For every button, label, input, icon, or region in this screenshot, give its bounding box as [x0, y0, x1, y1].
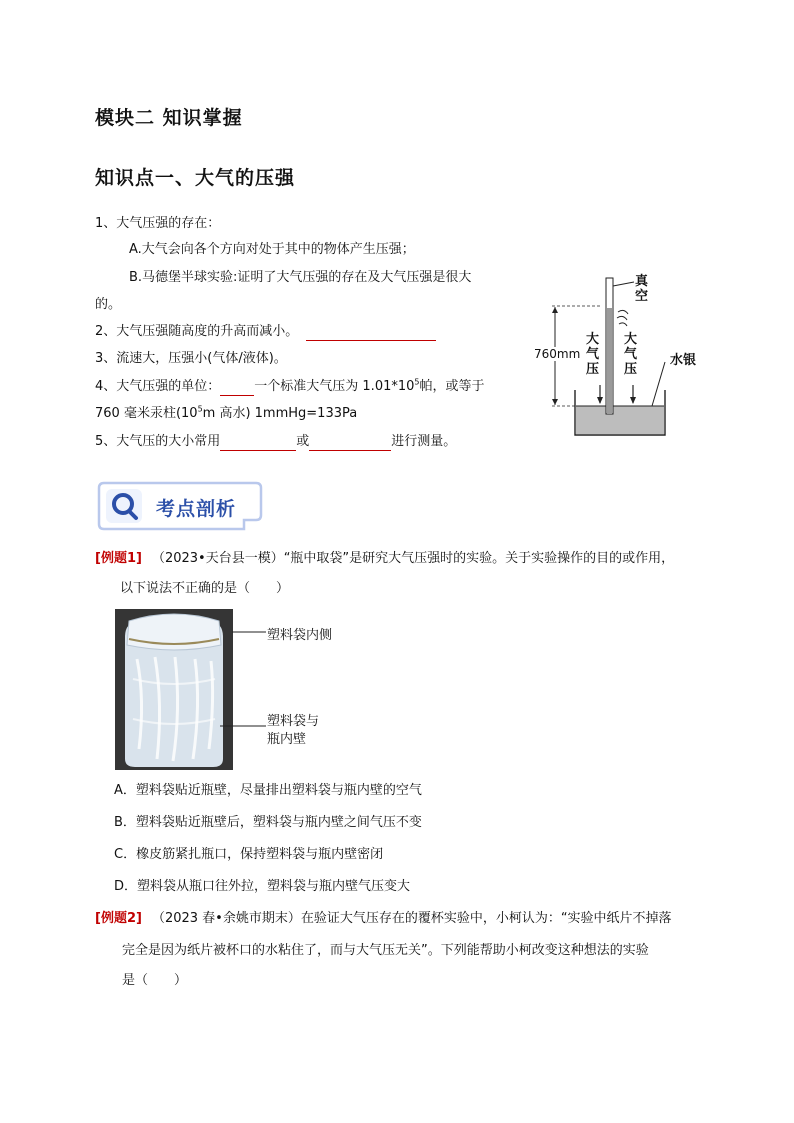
height-label: 760mm [534, 347, 581, 361]
jar-photo [115, 609, 233, 770]
knowledge-item-5-prefix: 5、大气压的大小常用 [95, 434, 221, 449]
knowledge-item-4-line2-b: m 高水) 1mmHg=133Pa [202, 406, 358, 421]
jar-label-bag-wall-1: 塑料袋与 [267, 714, 320, 729]
exponent: 5 [414, 377, 420, 387]
example1-stem-2: 以下说法不正确的是（ ） [120, 581, 290, 596]
example1-option-b: B．塑料袋贴近瓶壁后，塑料袋与瓶内壁之间气压不变 [114, 815, 422, 830]
vacuum-label: 真空 [635, 274, 649, 304]
badge-text: 考点剖析 [156, 498, 237, 520]
knowledge-item-4-line2 [95, 405, 357, 423]
example2-label: [例题2] [95, 911, 142, 926]
knowledge-item-1a: A.大气会向各个方向对处于其中的物体产生压强； [129, 242, 415, 257]
mercury-label: 水银 [670, 353, 697, 368]
fill-blank [309, 436, 391, 451]
jar-label-bag-wall-2: 瓶内壁 [267, 732, 307, 747]
knowledge-item-5 [95, 433, 456, 451]
knowledge-item-2 [95, 323, 436, 341]
example2-stem-3: 是（ ） [122, 973, 188, 988]
jar-label-leaders [220, 620, 270, 740]
knowledge-item-4-line2-a: 760 毫米汞柱(10 [95, 406, 198, 421]
knowledge-item-5-mid: 或 [296, 434, 310, 449]
pressure-label-left: 大气压 [586, 332, 600, 377]
section-title: 知识点一、大气的压强 [95, 167, 296, 189]
knowledge-item-4 [95, 378, 485, 396]
knowledge-item-3: 3、流速大，压强小(气体/液体)。 [95, 351, 287, 366]
knowledge-item-1-title: 1、大气压强的存在： [95, 216, 221, 231]
knowledge-item-5-suffix: 进行测量。 [391, 434, 457, 449]
example2-line1 [95, 910, 672, 928]
knowledge-item-2-text: 2、大气压强随高度的升高而减小。 [95, 324, 299, 339]
example1-stem-1: （2023•天台县一模）“瓶中取袋”是研究大气压强时的实验。关于实验操作的目的或作用， [151, 551, 675, 566]
knowledge-item-1b-cont: 的。 [95, 297, 122, 312]
fill-blank [220, 436, 296, 451]
exponent: 5 [197, 404, 203, 414]
example2-stem-1: （2023 春•余姚市期末）在验证大气压存在的覆杯实验中，小柯认为：“实验中纸片不掉落 [151, 911, 672, 926]
jar-label-inner-side: 塑料袋内侧 [267, 628, 333, 643]
pressure-label-right: 大气压 [624, 332, 638, 377]
jar-label-bag-wall [267, 713, 319, 749]
knowledge-item-4-suffix: 帕，或等于 [419, 379, 485, 394]
fill-blank [220, 381, 254, 396]
knowledge-item-1b: B.马德堡半球实验:证明了大气压强的存在及大气压强是很大 [129, 270, 472, 285]
module-title: 模块二 知识掌握 [95, 107, 243, 129]
example1-option-a: A．塑料袋贴近瓶壁，尽量排出塑料袋与瓶内壁的空气 [114, 783, 422, 798]
torricelli-figure [530, 270, 735, 440]
section-badge [96, 479, 264, 533]
knowledge-item-4-mid: 一个标准大气压为 1.01*10 [254, 379, 415, 394]
example1-line1 [95, 550, 674, 568]
magnifier-icon [110, 490, 140, 522]
example1-option-d: D．塑料袋从瓶口往外拉，塑料袋与瓶内壁气压变大 [114, 879, 411, 894]
example1-label: [例题1] [95, 551, 142, 566]
knowledge-item-4-prefix: 4、大气压强的单位： [95, 379, 221, 394]
example1-option-c: C．橡皮筋紧扎瓶口，保持塑料袋与瓶内壁密闭 [114, 847, 384, 862]
fill-blank [306, 326, 436, 341]
example2-stem-2: 完全是因为纸片被杯口的水粘住了，而与大气压无关”。下列能帮助小柯改变这种想法的实验 [122, 943, 649, 958]
